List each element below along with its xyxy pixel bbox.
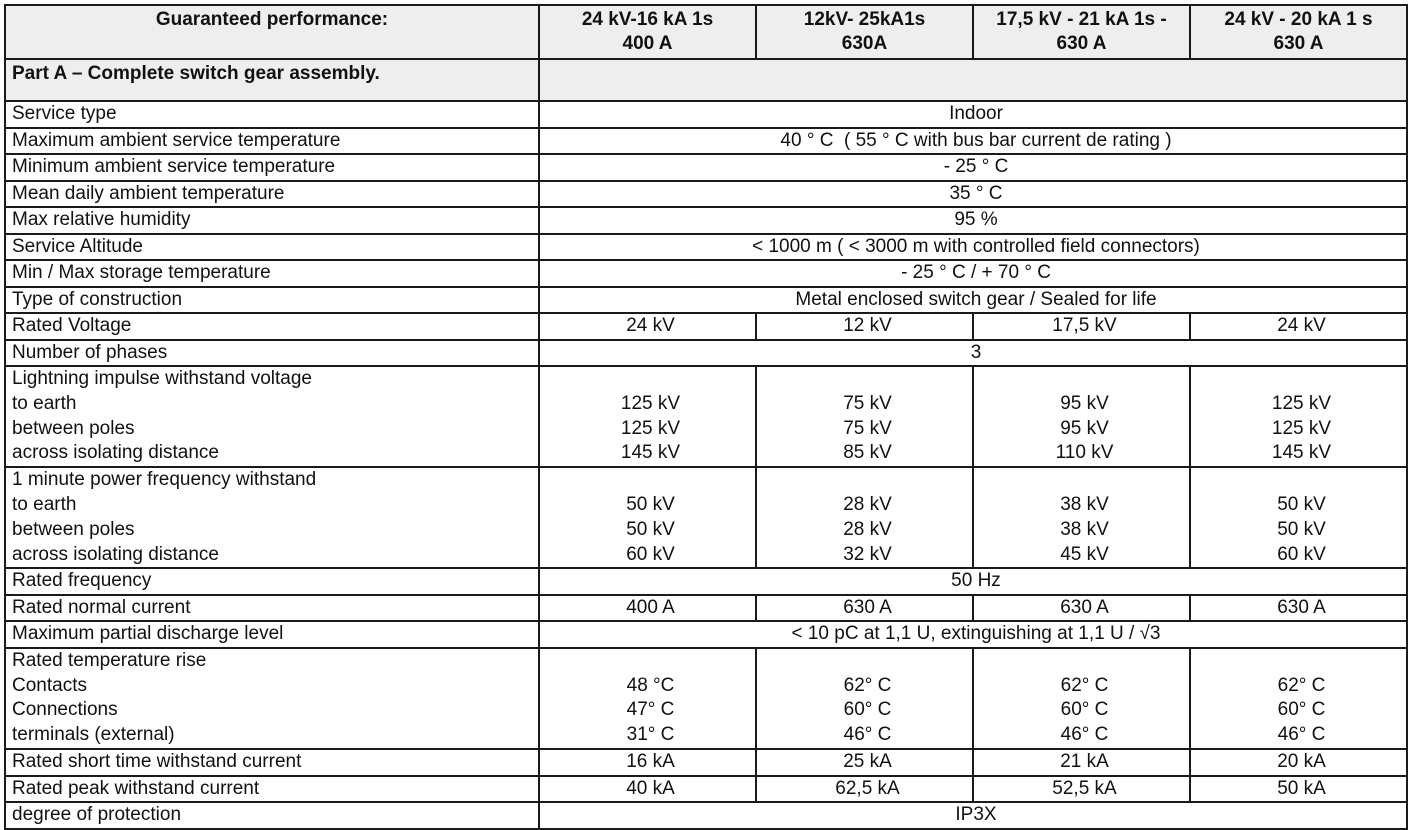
cell-value: 60 kV — [1277, 543, 1326, 565]
sub-label: to earth — [12, 493, 77, 515]
header-column-4 — [1190, 5, 1407, 59]
cell-value: 38 kV — [1060, 493, 1109, 515]
row-label: Rated short time withstand current — [5, 749, 539, 776]
row-label: Service Altitude — [5, 234, 539, 261]
table-row-rated-frequency — [5, 568, 1407, 595]
row-label: Type of construction — [5, 287, 539, 314]
row-value-col3: 52,5 kA — [973, 776, 1190, 803]
table-row-temperature-rise — [5, 648, 1407, 749]
row-value-col4: 50 kA — [1190, 776, 1407, 803]
row-label-group — [5, 366, 539, 467]
row-value-col2: 12 kV — [756, 313, 973, 340]
cell-value: 125 kV — [620, 417, 681, 439]
cell-value: 75 kV — [843, 417, 892, 439]
cell-value: 47° C — [626, 699, 675, 721]
row-label-group — [5, 648, 539, 749]
cell-value: 60 kV — [626, 543, 675, 565]
row-label: Rated normal current — [5, 595, 539, 622]
value-group-col1 — [539, 467, 756, 568]
value-group-col3 — [973, 366, 1190, 467]
row-label: Min / Max storage temperature — [5, 260, 539, 287]
cell-value: 28 kV — [843, 493, 892, 515]
table-row-lightning-impulse — [5, 366, 1407, 467]
row-value: 3 — [539, 340, 1407, 367]
cell-value: 50 kV — [626, 493, 675, 515]
table-row-phases — [5, 340, 1407, 367]
row-value-col1: 400 A — [539, 595, 756, 622]
row-label: Maximum ambient service temperature — [5, 128, 539, 155]
cell-value: 28 kV — [843, 518, 892, 540]
cell-value: 95 kV — [1060, 417, 1109, 439]
row-value-col4: 630 A — [1190, 595, 1407, 622]
row-label: Rated temperature rise — [12, 649, 207, 671]
row-value: - 25 ° C — [539, 154, 1407, 181]
row-value: 40 ° C ( 55 ° C with bus bar current de rating ) — [539, 128, 1407, 155]
header-column-4-line1: 24 kV - 20 kA 1 s — [1224, 9, 1373, 30]
header-title: Guaranteed performance: — [5, 5, 539, 59]
cell-value: 95 kV — [1060, 392, 1109, 414]
header-column-3-line1: 17,5 kV - 21 kA 1s - — [996, 9, 1167, 30]
cell-value: 125 kV — [1271, 417, 1332, 439]
cell-value: 85 kV — [843, 442, 892, 464]
row-value-col3: 630 A — [973, 595, 1190, 622]
row-label: 1 minute power frequency withstand — [12, 469, 317, 491]
row-label: Minimum ambient service temperature — [5, 154, 539, 181]
header-column-2-line1: 12kV- 25kA1s — [803, 9, 926, 30]
sub-label: across isolating distance — [12, 442, 219, 464]
row-label: Maximum partial discharge level — [5, 621, 539, 648]
cell-value: 62° C — [843, 674, 892, 696]
table-row-peak-current — [5, 776, 1407, 803]
part-a-empty-cell — [539, 59, 1407, 101]
cell-value: 50 kV — [1277, 518, 1326, 540]
row-label: Max relative humidity — [5, 207, 539, 234]
row-label: Lightning impulse withstand voltage — [12, 368, 312, 389]
sub-label: between poles — [12, 518, 135, 540]
part-a-title: Part A – Complete switch gear assembly. — [5, 59, 539, 101]
row-value-col2: 630 A — [756, 595, 973, 622]
row-label: Rated peak withstand current — [5, 776, 539, 803]
row-label-group — [5, 467, 539, 568]
row-label: Service type — [5, 101, 539, 128]
row-label: degree of protection — [5, 802, 539, 829]
table-row-max-ambient — [5, 128, 1407, 155]
value-group-col2 — [756, 366, 973, 467]
cell-value: 50 kV — [626, 518, 675, 540]
sub-label: terminals (external) — [12, 724, 175, 746]
header-column-1 — [539, 5, 756, 59]
row-value-col3: 17,5 kV — [973, 313, 1190, 340]
cell-value: 46° C — [1060, 724, 1109, 746]
table-row-rated-voltage — [5, 313, 1407, 340]
header-column-2 — [756, 5, 973, 59]
cell-value: 110 kV — [1055, 442, 1114, 464]
cell-value: 46° C — [843, 724, 892, 746]
table-row-power-frequency — [5, 467, 1407, 568]
row-label: Rated frequency — [5, 568, 539, 595]
table-row-storage-temp — [5, 260, 1407, 287]
header-row — [5, 5, 1407, 59]
row-value-col1: 16 kA — [539, 749, 756, 776]
header-column-2-line2: 630A — [841, 33, 888, 54]
header-column-4-line2: 630 A — [1273, 33, 1324, 54]
value-group-col3 — [973, 467, 1190, 568]
table-row-protection — [5, 802, 1407, 829]
row-value-col4: 24 kV — [1190, 313, 1407, 340]
table-row-mean-daily — [5, 181, 1407, 208]
row-value: - 25 ° C / + 70 ° C — [539, 260, 1407, 287]
row-value: 95 % — [539, 207, 1407, 234]
row-value-col1: 40 kA — [539, 776, 756, 803]
row-label: Rated Voltage — [5, 313, 539, 340]
cell-value: 75 kV — [843, 392, 892, 414]
value-group-col2 — [756, 467, 973, 568]
sub-label: Connections — [12, 699, 118, 721]
cell-value: 38 kV — [1060, 518, 1109, 540]
cell-value: 62° C — [1060, 674, 1109, 696]
sub-label: to earth — [12, 392, 77, 414]
cell-value: 145 kV — [620, 442, 681, 464]
table-row-construction — [5, 287, 1407, 314]
table-row-altitude — [5, 234, 1407, 261]
row-value-col2: 25 kA — [756, 749, 973, 776]
value-group-col4 — [1190, 648, 1407, 749]
cell-value: 62° C — [1277, 674, 1326, 696]
guaranteed-performance-table — [4, 4, 1408, 830]
value-group-col4 — [1190, 366, 1407, 467]
cell-value: 46° C — [1277, 724, 1326, 746]
sub-label: Contacts — [12, 674, 87, 696]
header-column-1-line2: 400 A — [622, 33, 673, 54]
cell-value: 125 kV — [1271, 392, 1332, 414]
cell-value: 60° C — [1277, 699, 1326, 721]
table-row-partial-discharge — [5, 621, 1407, 648]
cell-value: 145 kV — [1271, 442, 1332, 464]
value-group-col4 — [1190, 467, 1407, 568]
cell-value: 125 kV — [620, 392, 681, 414]
row-value-col3: 21 kA — [973, 749, 1190, 776]
sub-label: between poles — [12, 417, 135, 439]
row-value: Metal enclosed switch gear / Sealed for life — [539, 287, 1407, 314]
row-value: 50 Hz — [539, 568, 1407, 595]
value-group-col3 — [973, 648, 1190, 749]
sub-label: across isolating distance — [12, 543, 219, 565]
cell-value: 60° C — [843, 699, 892, 721]
value-group-col2 — [756, 648, 973, 749]
header-column-3-line2: 630 A — [1056, 33, 1107, 54]
header-column-3 — [973, 5, 1190, 59]
cell-value: 31° C — [626, 724, 675, 746]
table-row-min-ambient — [5, 154, 1407, 181]
row-value: < 10 pC at 1,1 U, extinguishing at 1,1 U / √3 — [539, 621, 1407, 648]
value-group-col1 — [539, 648, 756, 749]
table-row-humidity — [5, 207, 1407, 234]
table-row-short-time-current — [5, 749, 1407, 776]
row-value: < 1000 m ( < 3000 m with controlled field connectors) — [539, 234, 1407, 261]
row-value-col1: 24 kV — [539, 313, 756, 340]
row-label: Number of phases — [5, 340, 539, 367]
cell-value: 32 kV — [843, 543, 892, 565]
cell-value: 50 kV — [1277, 493, 1326, 515]
row-value: IP3X — [539, 802, 1407, 829]
cell-value: 60° C — [1060, 699, 1109, 721]
cell-value: 45 kV — [1060, 543, 1109, 565]
part-a-row — [5, 59, 1407, 101]
row-value-col2: 62,5 kA — [756, 776, 973, 803]
cell-value: 48 °C — [626, 674, 675, 696]
row-value: 35 ° C — [539, 181, 1407, 208]
row-label: Mean daily ambient temperature — [5, 181, 539, 208]
row-value: Indoor — [539, 101, 1407, 128]
table-row-rated-current — [5, 595, 1407, 622]
header-column-1-line1: 24 kV-16 kA 1s — [581, 9, 714, 30]
value-group-col1 — [539, 366, 756, 467]
table-row-service-type — [5, 101, 1407, 128]
row-value-col4: 20 kA — [1190, 749, 1407, 776]
